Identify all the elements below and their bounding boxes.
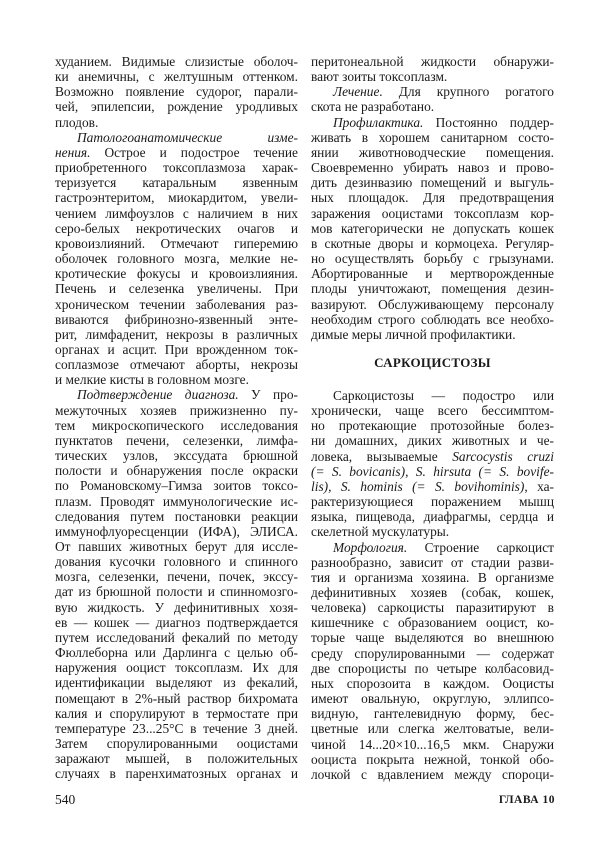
italic-text: Патологоанатомические изме- — [77, 129, 298, 145]
text-run: тических узлов, экссудата брюшной — [55, 448, 298, 464]
text-run: рит, лимфаденит, некрозы в различных — [55, 326, 298, 342]
italic-text: lis), S. hominis (= S. bovihominis) — [311, 478, 525, 494]
text-line — [55, 54, 298, 69]
italic-text: Лечение. — [333, 84, 383, 100]
text-line — [311, 69, 554, 84]
italic-text: Sarcocystis cruzi — [452, 448, 554, 464]
text-run: кишечнике с образованием ооцист, ко- — [311, 615, 554, 631]
text-run: Саркоцистозы — подостро или — [333, 387, 554, 403]
text-run: Печень и селезенка увеличены. При — [55, 281, 298, 297]
text-run: ки анемичны, с желтушным оттенком. — [55, 69, 298, 85]
text-run: цветные или слегка желтоватые, вели- — [311, 721, 554, 737]
text-run: ных спорозоита в каждом. Ооцисты — [311, 675, 554, 691]
text-line — [55, 372, 298, 387]
text-line — [55, 342, 298, 357]
text-line — [311, 388, 554, 403]
text-line — [311, 327, 554, 342]
text-run: дефинитивных хозяев (собак, кошек, — [311, 585, 554, 600]
text-run: человека) саркоцисты паразитируют в — [311, 600, 554, 616]
text-run: Абортированные и мертворожденные — [311, 266, 554, 282]
text-line — [55, 721, 298, 736]
text-line — [55, 509, 298, 524]
text-line — [55, 418, 298, 433]
text-run: янии животноводческие помещения. — [311, 144, 554, 160]
text-run: скелетной мускулатуры. — [311, 524, 450, 540]
text-line — [55, 206, 298, 221]
text-line — [55, 448, 298, 463]
text-run: две спороцисты по четыре колбасовид- — [311, 660, 554, 676]
text-line — [55, 615, 298, 630]
page-number: 540 — [55, 792, 76, 807]
text-line — [55, 463, 298, 478]
italic-text: S. hirsuta (= S. bovife- — [415, 463, 554, 479]
text-run: ооциста покрыта нежной, тонкой обо- — [311, 751, 554, 767]
text-line — [55, 387, 298, 402]
text-run: лочкой с вдавлением между спороци- — [311, 766, 554, 782]
text-line — [311, 145, 554, 160]
text-run: ных площадок. Для предотвращения — [311, 190, 554, 206]
text-line — [311, 630, 554, 645]
text-run: вую жидкость. У дефинитивных хозя- — [55, 599, 298, 615]
text-run: пунктатов печени, селезенки, лимфа- — [55, 432, 298, 448]
text-line — [55, 403, 298, 418]
text-line — [311, 266, 554, 281]
text-run: рактеризующиеся поражением мышц — [311, 494, 554, 510]
text-line — [311, 524, 554, 539]
text-line — [311, 661, 554, 676]
text-run: виваются фибринозно-язвенный энте- — [55, 311, 298, 327]
text-line — [311, 130, 554, 145]
text-line — [55, 600, 298, 615]
text-run: плодов. — [55, 114, 99, 130]
text-line — [55, 736, 298, 751]
text-run: ни домашних, диких животных и че- — [311, 433, 554, 449]
text-line — [311, 646, 554, 661]
text-line — [311, 585, 554, 600]
text-line — [55, 706, 298, 721]
text-run: наружения ооцист токсоплазм. Их для — [55, 660, 298, 676]
italic-text: нения. — [55, 144, 91, 160]
text-line — [311, 418, 554, 433]
text-run: заражают мышей, в положительных — [55, 751, 298, 767]
text-run: мов категорически не допускать кошек — [311, 220, 554, 236]
text-line — [55, 494, 298, 509]
text-line — [311, 206, 554, 221]
text-line — [311, 691, 554, 706]
text-run: тем микроскопического исследования — [55, 417, 298, 433]
text-line — [311, 84, 554, 99]
text-line — [55, 160, 298, 175]
text-run: разнообразно, зависит от стадии разви- — [311, 554, 554, 570]
text-run: Для крупного рогатого — [382, 84, 554, 100]
text-line — [55, 675, 298, 690]
text-line — [311, 615, 554, 630]
text-line — [55, 751, 298, 766]
text-line — [55, 584, 298, 599]
text-run: чением лимфоузлов с наличием в них — [55, 205, 298, 221]
text-run: тия и организма хозяина. В организме — [311, 569, 554, 585]
text-run: полости и обнаружения после окраски — [55, 463, 298, 479]
text-line — [55, 115, 298, 130]
text-line — [55, 266, 298, 281]
text-run: органах и асцит. При врожденном ток- — [55, 341, 298, 357]
text-run: Своевременно убирать навоз и прово- — [311, 160, 554, 176]
text-run: дить дезинвазию помещений и выгуль- — [311, 175, 554, 191]
text-line — [55, 357, 298, 372]
text-line — [311, 281, 554, 296]
text-run: перитонеальной жидкости обнаружи- — [311, 54, 554, 69]
text-line — [311, 464, 554, 479]
text-line — [311, 312, 554, 327]
text-run: У про- — [238, 387, 298, 403]
text-line — [311, 403, 554, 418]
text-line — [55, 175, 298, 190]
text-run: димые меры личной профилактики. — [311, 326, 516, 342]
text-line — [311, 449, 554, 464]
text-line — [55, 327, 298, 342]
text-run: помещают в 2%-ный раствор бихромата — [55, 690, 298, 706]
text-run: Строение саркоцист — [407, 539, 554, 555]
text-run: видную, гантелевидную форму, бес- — [311, 706, 554, 722]
text-line — [55, 281, 298, 296]
text-line — [311, 721, 554, 736]
italic-text: Подтверждение диагноза. — [77, 387, 239, 403]
text-run: хронически, чаще всего бессимптом- — [311, 403, 554, 419]
text-run: но протекающие протозойные болез- — [311, 418, 554, 434]
text-line — [311, 115, 554, 130]
text-run: От павших животных берут для иссле- — [55, 539, 298, 554]
text-line — [311, 433, 554, 448]
text-run: вазируют. Обслуживающему персоналу — [311, 296, 554, 312]
text-run: приобретенного токсоплазмоза харак- — [55, 160, 298, 176]
text-line — [55, 145, 298, 160]
text-run: заражения ооцистами токсоплазм кор- — [311, 205, 554, 221]
text-line — [311, 767, 554, 782]
text-run: но осуществлять борьбу с грызунами. — [311, 251, 554, 267]
text-run: плоды уничтожают, помещения дезин- — [311, 281, 554, 297]
text-run: иммунофлуоресценции (ИФА), ЭЛИСА. — [55, 523, 298, 539]
text-run: , ха- — [524, 478, 555, 494]
text-line — [311, 600, 554, 615]
text-line — [311, 236, 554, 251]
text-run: дат из брюшной полости и спинномозго- — [55, 584, 298, 600]
text-run: живать в хорошем санитарном состо- — [311, 129, 554, 145]
text-line — [55, 766, 298, 781]
text-line — [311, 54, 554, 69]
text-run: языка, пищевода, диафрагмы, сердца и — [311, 509, 554, 525]
text-run: кровоизлияний. Отмечают гиперемию — [55, 235, 298, 251]
sarcocystosis-text — [311, 388, 554, 782]
text-line — [311, 706, 554, 721]
text-run: идентификации выделяют из фекалий, — [55, 675, 298, 691]
text-line — [55, 691, 298, 706]
text-line — [311, 737, 554, 752]
text-run: чиной 14...20×10...16,5 мкм. Снаружи — [311, 736, 554, 752]
text-line — [55, 524, 298, 539]
text-run: температуре 23...25°C в течение 3 дней. — [55, 720, 298, 736]
text-run: и мелкие кисты в головном мозге. — [55, 372, 249, 388]
text-run: , — [405, 463, 416, 479]
text-run: чей, эпилепсии, рождение уродливых — [55, 99, 298, 115]
text-run: Затем спорулированными ооцистами — [55, 736, 298, 752]
left-column — [55, 54, 298, 782]
text-line — [311, 570, 554, 585]
section-heading: САРКОЦИСТОЗЫ — [374, 354, 491, 370]
text-line — [311, 190, 554, 205]
text-run: хроническом течении заболевания раз- — [55, 296, 298, 312]
text-line — [311, 221, 554, 236]
text-line — [311, 99, 554, 114]
text-run: соплазмозе отмечают аборты, некрозы — [55, 357, 298, 373]
text-line — [311, 509, 554, 524]
text-line — [55, 630, 298, 645]
text-run: дования кусочки головного и спинного — [55, 554, 298, 570]
prevention-text — [311, 54, 554, 342]
text-line — [311, 175, 554, 190]
text-line — [55, 84, 298, 99]
text-run: плазм. Проводят иммунологические ис- — [55, 493, 298, 509]
text-run: серо-белых некротических очагов и — [55, 220, 298, 236]
text-run: случаях в паренхиматозных органах и — [55, 766, 298, 782]
text-run: мозга, селезенки, печени, почек, экссу- — [55, 569, 298, 585]
text-run: Острое и подострое течение — [90, 144, 298, 160]
text-line — [55, 478, 298, 493]
text-line — [55, 190, 298, 205]
text-run: ев — кошек — диагноз подтверждается — [55, 614, 298, 630]
running-footer-chapter: ГЛАВА 10 — [498, 794, 555, 806]
text-line — [311, 160, 554, 175]
text-line — [55, 554, 298, 569]
text-line — [55, 433, 298, 448]
text-run: худанием. Видимые слизистые оболоч- — [55, 54, 298, 69]
text-run: имеют овальную, округлую, эллипсо- — [311, 691, 554, 707]
text-line — [55, 645, 298, 660]
text-run: скота не разработано. — [311, 99, 435, 115]
text-run: путем исследований фекалий по методу — [55, 629, 298, 645]
italic-text: Морфология. — [333, 539, 408, 555]
text-run: по Романовскому–Гимза зоитов токсо- — [55, 478, 298, 494]
text-line — [311, 251, 554, 266]
text-run: среду спорулированными — содержат — [311, 645, 554, 661]
text-run: торые чаще выделяются во внешнюю — [311, 630, 554, 646]
text-run: Фюллеборна или Дарлинга с целью об- — [55, 645, 298, 661]
text-run: вают зоиты токсоплазм. — [311, 69, 448, 85]
text-line — [55, 236, 298, 251]
text-run: гастроэнтеритом, миокардитом, увели- — [55, 190, 298, 206]
text-line — [311, 555, 554, 570]
text-line — [55, 312, 298, 327]
text-line — [55, 221, 298, 236]
text-run: Постоянно поддер- — [423, 114, 554, 130]
text-run: калия и спорулируют в термостате при — [55, 705, 298, 721]
text-run: необходим строго соблюдать все необхо- — [311, 311, 554, 327]
text-line — [311, 676, 554, 691]
text-line — [311, 297, 554, 312]
text-run: кротические фокусы и кровоизлияния. — [55, 266, 298, 282]
text-line — [311, 752, 554, 767]
text-run: межуточных хозяев прижизненно пу- — [55, 402, 298, 418]
text-line — [55, 99, 298, 114]
text-line — [55, 297, 298, 312]
text-line — [55, 251, 298, 266]
right-column — [311, 54, 554, 782]
text-line — [55, 69, 298, 84]
text-run: оболочек головного мозга, мелкие не- — [55, 251, 298, 267]
text-line — [55, 130, 298, 145]
text-run: теризуется катаральным язвенным — [55, 175, 298, 191]
text-line — [55, 539, 298, 554]
text-run: в скотные дворы и кормоцеха. Регуляр- — [311, 235, 554, 251]
text-run: ловека, вызываемые — [311, 448, 453, 464]
text-line — [55, 660, 298, 675]
italic-text: Профилактика. — [333, 114, 424, 130]
italic-text: (= S. bovicanis) — [311, 463, 406, 479]
text-line — [311, 540, 554, 555]
text-line — [311, 479, 554, 494]
text-run: Возможно появление судорог, парали- — [55, 84, 298, 100]
text-run: следования путем постановки реакции — [55, 508, 298, 524]
text-line — [311, 494, 554, 509]
text-line — [55, 569, 298, 584]
